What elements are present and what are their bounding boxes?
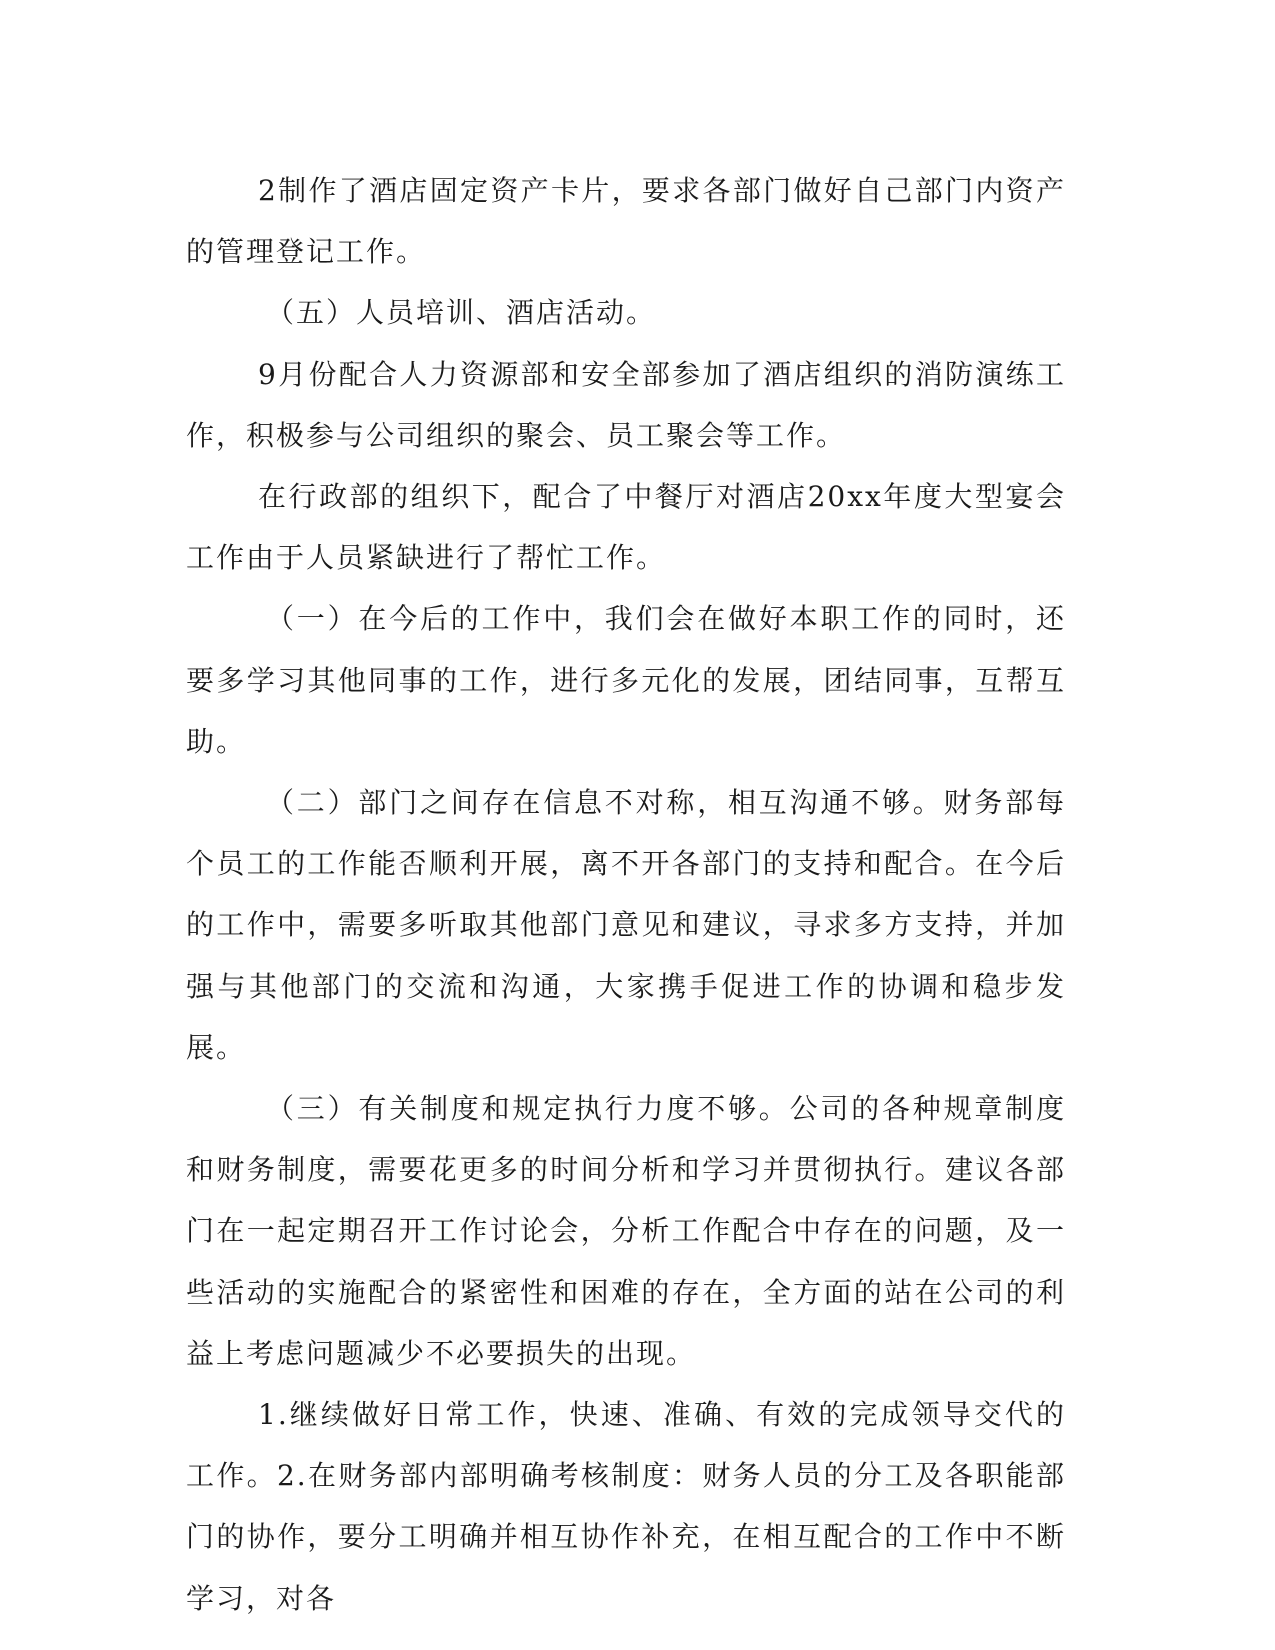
paragraph-point-one: （一）在今后的工作中，我们会在做好本职工作的同时，还要多学习其他同事的工作，进行多元化的发展，团结同事，互帮互助。 xyxy=(186,602,1066,758)
paragraph-fire-drill: 9月份配合人力资源部和安全部参加了酒店组织的消防演练工作，积极参与公司组织的聚会、员工聚会等工作。 xyxy=(186,357,1066,452)
paragraph-point-three: （三）有关制度和规定执行力度不够。公司的各种规章制度和财务制度，需要花更多的时间分析和学习并贯彻执行。建议各部门在一起定期召开工作讨论会，分析工作配合中存在的问题，及一些活动的实施配合的紧密性和困难的存在，全方面的站在公司的利益上考虑问题减少不必要损失的出现。 xyxy=(186,1092,1066,1370)
document-body xyxy=(186,160,1066,1629)
paragraph-heading-training: （五）人员培训、酒店活动。 xyxy=(266,296,657,330)
paragraph-banquet: 在行政部的组织下，配合了中餐厅对酒店20xx年度大型宴会工作由于人员紧缺进行了帮忙工作。 xyxy=(186,480,1066,575)
paragraph-plans: 1.继续做好日常工作，快速、准确、有效的完成领导交代的工作。2.在财务部内部明确考核制度：财务人员的分工及各职能部门的协作，要分工明确并相互协作补充，在相互配合的工作中不断学习，对各 xyxy=(186,1398,1066,1615)
paragraph-point-two: （二）部门之间存在信息不对称，相互沟通不够。财务部每个员工的工作能否顺利开展，离不开各部门的支持和配合。在今后的工作中，需要多听取其他部门意见和建议，寻求多方支持，并加强与其他部门的交流和沟通，大家携手促进工作的协调和稳步发展。 xyxy=(186,786,1066,1064)
paragraph-asset-cards: 2制作了酒店固定资产卡片，要求各部门做好自己部门内资产的管理登记工作。 xyxy=(186,174,1066,269)
